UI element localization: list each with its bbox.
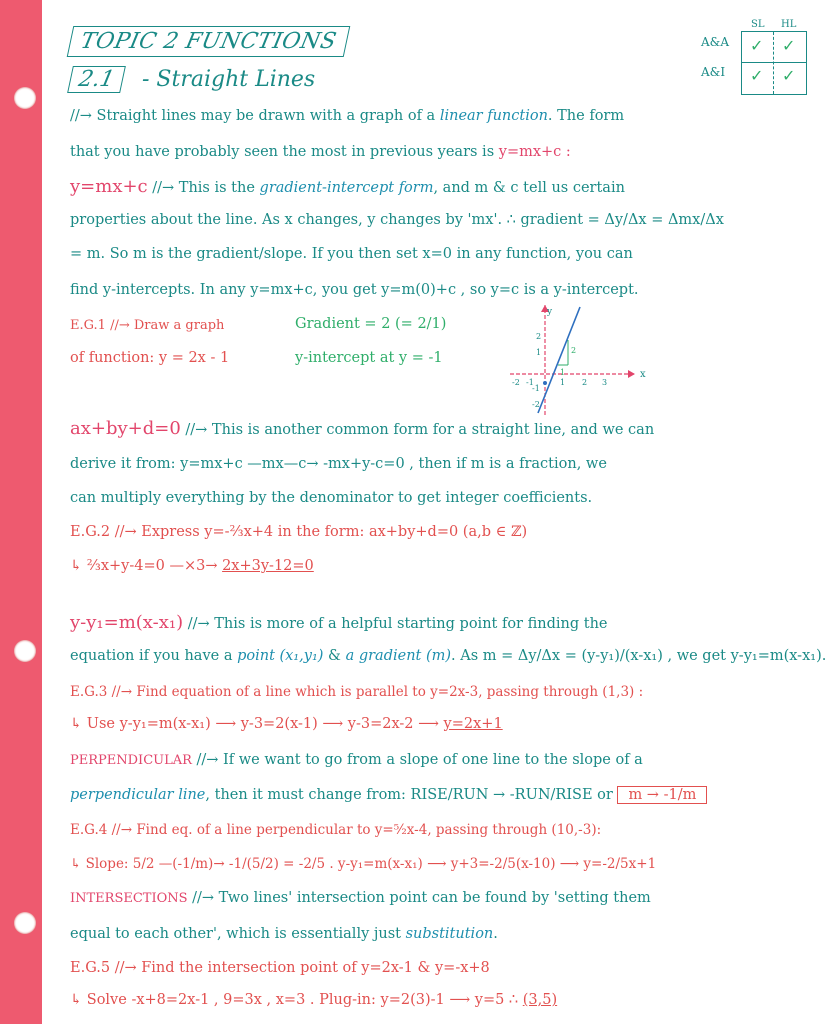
text-span: equal to each other', which is essentially just	[70, 926, 401, 942]
section-title: - Straight Lines	[142, 67, 316, 92]
text-line: derive it from: y=mx+c —mx—c→ -mx+y-c=0 , then if m is a fraction, we	[70, 456, 607, 472]
highlight-term: perpendicular line	[70, 787, 206, 803]
text-span: //→ This is more of a helpful starting point for finding the	[187, 616, 608, 632]
section-keyword: INTERSECTIONS	[70, 891, 188, 906]
text-span: ↳ ⅔x+y-4=0 —×3→	[70, 558, 218, 574]
text-span: //→ If we want to go from a slope of one line to the slope of a	[196, 752, 643, 768]
highlight-term: a gradient (m)	[345, 648, 452, 664]
graph-y-tick: -1	[532, 384, 540, 393]
section-number: 2.1	[67, 66, 126, 93]
graph-x-tick: -1	[526, 378, 534, 387]
course-table	[697, 19, 807, 95]
notes-page	[70, 0, 826, 1024]
text-line: properties about the line. As x changes, y changes by 'mx'. ∴ gradient = Δy/Δx = Δmx/Δx	[70, 212, 724, 228]
text-span: . The form	[547, 108, 625, 124]
example-3-label: E.G.3 //→ Find equation of a line which is parallel to y=2x-3, passing through (1,3) :	[70, 684, 644, 700]
binder-hole	[14, 87, 36, 109]
text-span: //→ Two lines' intersection point can be found by 'setting them	[192, 890, 651, 906]
text-line	[70, 612, 608, 633]
text-span: .	[493, 926, 498, 942]
text-line	[70, 176, 625, 197]
formula-heading: ax+by+d=0	[70, 418, 181, 439]
text-span: that you have probably seen the most in previous years is	[70, 144, 495, 160]
text-line	[70, 890, 651, 906]
text-line	[70, 108, 624, 124]
text-span: ↳ Solve -x+8=2x-1 , 9=3x , x=3 . Plug-in: y=2(3)-1 ⟶ y=5 ∴	[70, 992, 519, 1008]
text-span: Draw a graph	[133, 318, 225, 333]
row-label-ai: A&I	[701, 65, 726, 79]
binder-margin	[0, 0, 42, 1024]
text-line	[70, 144, 571, 160]
highlight-term: point (x₁,y₁)	[237, 648, 324, 664]
formula-heading: y=mx+c	[70, 176, 148, 197]
text-span: //→ Straight lines may be drawn with a graph of a	[70, 108, 436, 124]
highlight-term: gradient-intercept form	[259, 180, 434, 196]
graph-run-label: 1	[560, 368, 566, 377]
example-graph	[510, 305, 730, 415]
graph-y-tick: -2	[532, 400, 540, 409]
check-icon: ✓	[750, 36, 764, 55]
text-line	[70, 418, 654, 439]
text-line: can multiply everything by the denominator to get integer coefficients.	[70, 490, 593, 506]
section-keyword: PERPENDICULAR	[70, 753, 192, 768]
binder-hole	[14, 912, 36, 934]
graph-x-tick: 2	[582, 378, 588, 387]
text-span: //→ This is another common form for a straight line, and we can	[185, 422, 655, 438]
text-line	[70, 752, 643, 768]
example-4-label: E.G.4 //→ Find eq. of a line perpendicular to y=⁵⁄₂x-4, passing through (10,-3):	[70, 822, 602, 838]
graph-x-tick: -2	[512, 378, 520, 387]
text-span: ↳ Use y-y₁=m(x-x₁) ⟶ y-3=2(x-1) ⟶ y-3=2x-2 ⟶	[70, 716, 439, 732]
topic-heading: TOPIC 2 FUNCTIONS	[67, 26, 351, 57]
example-1-gradient: Gradient = 2 (= 2/1)	[295, 316, 447, 332]
graph-y-tick: 2	[536, 332, 542, 341]
graph-x-tick: 1	[560, 378, 566, 387]
example-tag: E.G.1 //→	[70, 318, 130, 333]
graph-rise-label: 2	[571, 346, 577, 355]
formula-heading: y-y₁=m(x-x₁)	[70, 612, 184, 633]
example-2-label: E.G.2 //→ Express y=-⅔x+4 in the form: ax+by+d=0 (a,b ∈ ℤ)	[70, 524, 528, 540]
text-span: &	[328, 648, 341, 664]
binder-hole	[14, 640, 36, 662]
text-span: , then it must change from: RISE/RUN → -RUN/RISE or	[205, 787, 613, 803]
example-1-function: of function: y = 2x - 1	[70, 350, 230, 366]
example-3-answer: y=2x+1	[443, 716, 503, 732]
perpendicular-rule-box: m → -1/m	[617, 786, 707, 804]
col-header-sl: SL	[751, 19, 765, 30]
example-2-answer: 2x+3y-12=0	[222, 558, 314, 574]
check-icon: ✓	[782, 66, 796, 85]
graph-x-tick: 3	[602, 378, 608, 387]
text-span: . As m = Δy/Δx = (y-y₁)/(x-x₁) , we get y-y₁=m(x-x₁).	[451, 648, 826, 664]
text-span: equation if you have a	[70, 648, 233, 664]
example-1-label	[70, 318, 224, 333]
text-line	[70, 786, 707, 804]
text-line	[70, 648, 826, 664]
highlight-term: substitution	[405, 926, 494, 942]
example-3-solution	[70, 716, 503, 732]
graph-axis-y-label: y	[547, 307, 553, 317]
col-header-hl: HL	[781, 19, 797, 30]
row-label-aa: A&A	[701, 35, 730, 49]
highlight-term: linear function	[439, 108, 548, 124]
check-icon: ✓	[750, 66, 764, 85]
graph-axis-x-label: x	[640, 369, 646, 380]
example-4-solution: ↳ Slope: 5/2 —(-1/m)→ -1/(5/2) = -2/5 . y-y₁=m(x-x₁) ⟶ y+3=-2/5(x-10) ⟶ y=-2/5x+1	[70, 856, 657, 872]
text-span: //→ This is the	[152, 180, 255, 196]
example-5-label: E.G.5 //→ Find the intersection point of y=2x-1 & y=-x+8	[70, 960, 490, 976]
text-line	[70, 926, 498, 942]
example-1-intercept: y-intercept at y = -1	[295, 350, 443, 366]
text-line: = m. So m is the gradient/slope. If you then set x=0 in any function, you can	[70, 246, 633, 262]
example-2-solution	[70, 558, 314, 574]
text-line: find y-intercepts. In any y=mx+c, you get y=m(0)+c , so y=c is a y-intercept.	[70, 282, 639, 298]
check-icon: ✓	[782, 36, 796, 55]
text-span: , and m & c tell us certain	[433, 180, 625, 196]
course-grid	[741, 31, 807, 95]
example-5-answer: (3,5)	[522, 992, 558, 1008]
formula: y=mx+c :	[498, 144, 571, 160]
graph-y-tick: 1	[536, 348, 542, 357]
example-5-solution	[70, 992, 557, 1008]
